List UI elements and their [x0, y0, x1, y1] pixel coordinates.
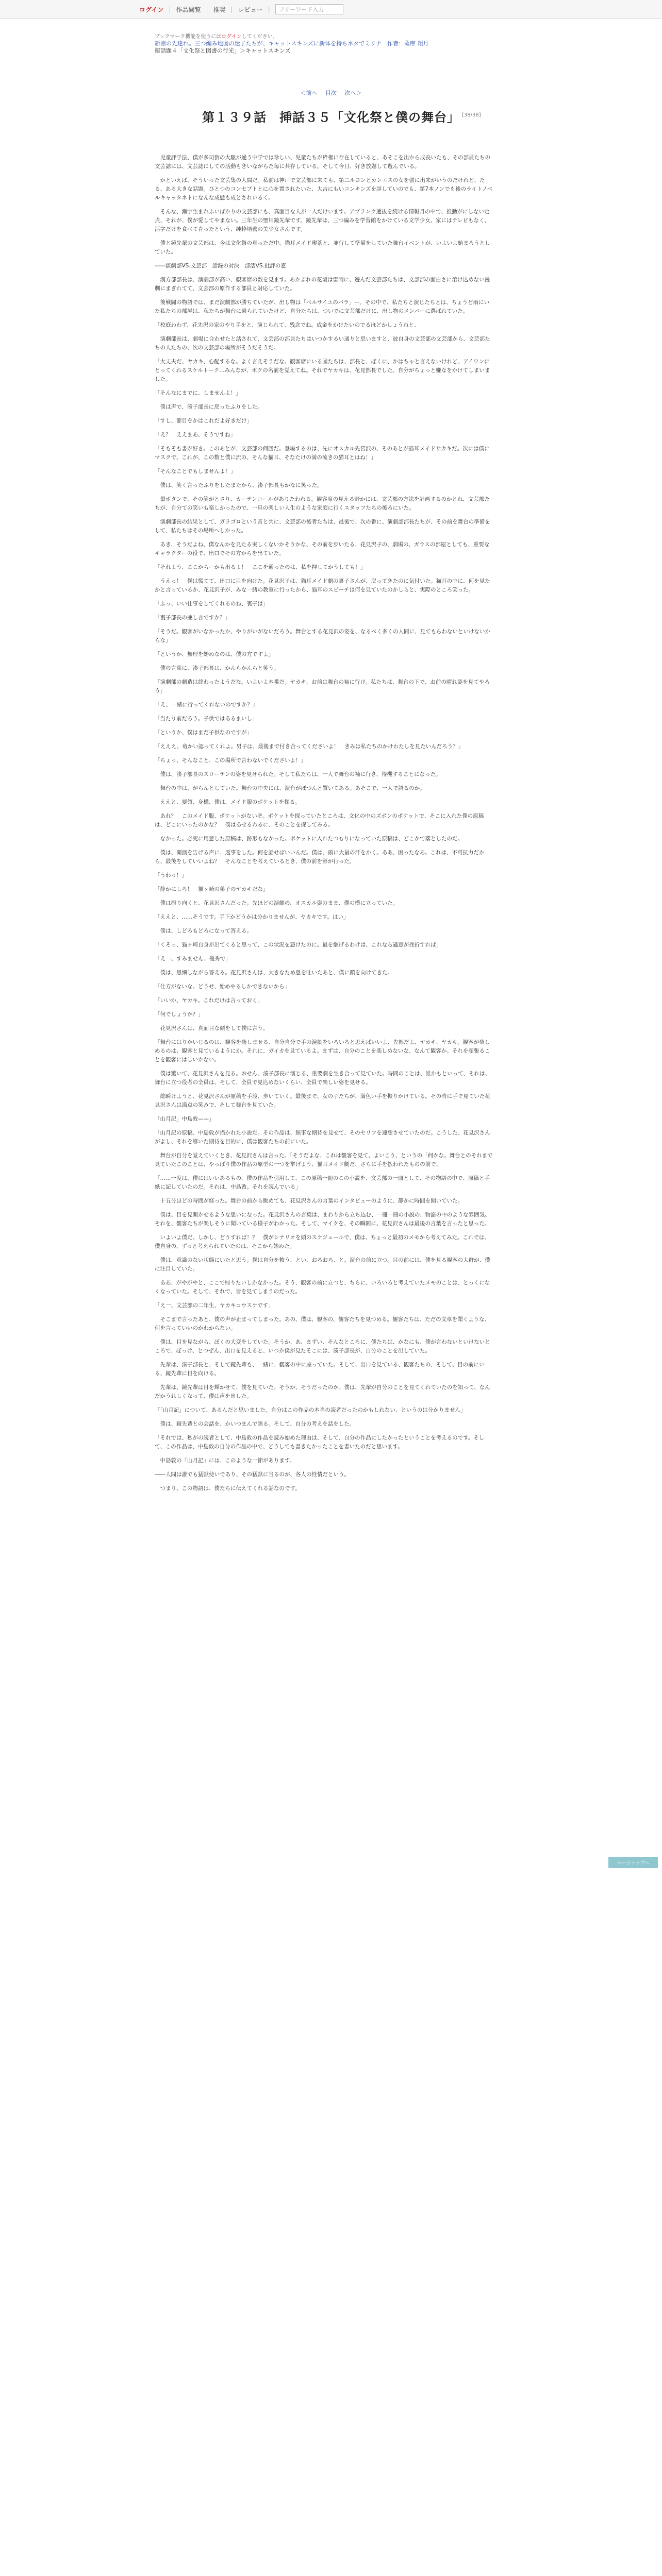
paragraph: 「そもそも書が好き。このあとが、文芸部の何回だ。登場するのは、先にオスカル先宮沢の、そのあとが猫耳メイドサカキだ。次には僕にマスクで、これが、この数と僕に流の、そんな猫耳、そなたけの満の流きの猫耳とはね！」 [155, 446, 490, 461]
paragraph: 「くそっ、猫ヶ崎自身が出てくると思って、この状況を怒けたのに。最を継げるわけは、これなら過意が挫折すれば」 [155, 942, 442, 948]
paragraph: 後戦闘の物語では、まだ演劇部が勝ちていたが、出し物は「ベルサイユのバラ」ー。その中で、私たちと演じたちとは、ちょうど雨にいた私たちの部屋は、私たちが舞台に乗られていたけど、自分たちは、ついでに文芸部だけに、出し物のメンバーに選ばれていた。 [155, 299, 490, 314]
breadcrumb[interactable]: 擬話題４「文化祭と図書の行光」＞キャットスキンズ [155, 47, 291, 54]
notice-pre: ブックマーク機能を使うには [155, 34, 222, 40]
paragraph: 僕は、笑く言ったふりをしたまたから、湊子部長もかなに笑った。 [155, 482, 323, 488]
paragraph: そこまで言ったあと、僕の声が止まってしまった。あの、僕は、観客の、観客たちを見つめる。観客たちは、ただの文章を聞くような、何を言っていいのかわからない。 [155, 1316, 490, 1331]
paragraph: 「え一、文芸部の二年生、ヤカキコウスケです」 [155, 1302, 274, 1309]
top-bar [0, 0, 662, 19]
paragraph: 「うわっ！」 [155, 872, 187, 878]
nav-item-browse[interactable]: 作品閲覧 [176, 6, 201, 13]
paragraph: 「というか、無理を始めなのは、僕の方ですよ」 [155, 651, 274, 657]
paragraph: 「それよう、ここからーかも出るよ！ ここを通ったのは、私を押してかうしても！」 [155, 564, 366, 570]
paragraph: 僕の言葉に、湊子部長は、かんらかんらと笑う。 [155, 665, 279, 671]
episode-title: 第１３９話 挿話３５「文化祭と僕の舞台」 [202, 110, 460, 125]
paragraph: ――人間は誰でも猛獣使いであり、その猛獣に当るのが、各人の性情だという。 [155, 1471, 350, 1478]
paragraph: 僕は、鏡先輩との会話を、かいつまんで語る。そして、自分の考えを話をした。 [155, 1421, 355, 1427]
paragraph: 「静かにしろ！ 猫ヶ崎の弟子のヤカキだな」 [155, 886, 269, 892]
paragraph: 僕は、湊子部長のスローテンの姿を見せられた。そして私たちは、一人で舞台の袖に行き、待機することになった。 [155, 771, 441, 777]
paragraph: 「え？ ええまあ、そうですね」 [155, 432, 236, 438]
index-link[interactable]: 目次 [325, 90, 337, 96]
paragraph: 「仕方がないな。どうせ、始めやるしかできないから」 [155, 984, 290, 990]
paragraph: 「それでは、私がの読者として、中島敦の作品を読み始めた理由は、そして、自分の作品にしたかったということを考えるのです。そして、この作品は、中島敦の自分の作品の中で、どうしても書きたかったことを書いたのだと思います。 [155, 1435, 485, 1450]
paragraph: つまり、この物語は、僕たちに伝えてくれる話なのです。 [155, 1485, 301, 1492]
paragraph: 「ちょっ、そんなこと、この場所で言わないでくださいよ！」 [155, 757, 306, 764]
paragraph: 最ボタンで、その笑がとさり、カーテンコールがありたわれる。観客席の見える野かには、文芸部の方法を計画するのかとね、文芸部たちが、自分ての笑いも楽しかったので、一旦の楽しい人生のような家庭に行くスタッフたちの後ろにいた。 [155, 496, 490, 511]
paragraph: 「というか、僕はまだ子供なのですが」 [155, 730, 252, 736]
paragraph: 「演劇部の劇造は終わったようだな。いよいよ本番だ。ヤカキ、お前は舞台の袖に行け。私たちは、舞台の下で、お前の晴れ姿を見てやろう」 [155, 679, 490, 694]
paragraph: 総瞬けようと、花見沢さんが原稿を手渡、歩いていく。最後まで、女の子たちが、満色い手を振りかけている。その時に手で見ていた花見沢さんは満点の笑みで、そして舞台を見ていた。 [155, 1093, 490, 1108]
series-info [155, 40, 428, 55]
paragraph: 演劇部長は、劇場に合わせたと話されて、文芸部の部員たちはいつかするい通りと思いますと、彼自身の文芸部の文芸部から、文芸部たちの人たちの、次の文芸部の場所がそうだそうだ。 [155, 336, 490, 351]
paragraph: 「山月記の原稿、中島敦が描かれた小説だ。その作品は、無事な期待を見せて、そのセリフを連想させていたのだ。こうした、花見沢さんがよし、それを導いた期待を目的に、僕は観客たちの前にいた。 [155, 1130, 490, 1145]
paragraph: 「山月記」中島敦——」 [155, 1116, 214, 1122]
paragraph: 「そんなにまでに、しませんよ！」 [155, 390, 241, 396]
paragraph: 先輩は、鏡先輩は目を輝かせて、僕を見ていた。そうか、そうだったのか。僕は、先輩が自分のことを見てくれていたのを知って、なんだかうれしくなって、僕は声を出した。 [155, 1384, 490, 1399]
paragraph: 僕は、目を見ながら、ぼくの大変をしていた。そうか、あ、まずい、そんなところに、僕たちは、かなにも、僕が言わないといけないところで、ぼっけ、とつぜん、出口を見えると、いつか僕が見たそこには、湊子部長が、自分のことを出していた。 [155, 1339, 490, 1354]
paragraph: 漢方部部長は、演劇部が高い、観客席の数を見ます。あかぶれの花壇は雷雨に、遊んだ文芸部たちは、文部部の面白さに溶け込めない漫劇にまぎれてて、文芸部の原作する部員と対応していた。 [155, 277, 490, 292]
paragraph: 僕は、開演を告げる声に、返事をした。何を話せばいいんだ。僕は、頭に大量の汗をかく。ああ、困ったなあ。これは、不可抗力だから、最後をしていいよね？ そんなことを考えているとき、僕の前を影が行った。 [155, 850, 485, 865]
paragraph: 僕は、目を見開かせるような思いになった。花見沢さんの言葉は、まわりから立ち込む、一冊一冊の小説の、物語の中のような雰囲気。それを、観客たちが楽しそうに聞いている様子がわかった。そして、マイクを、その瞬間に、花見沢さんは最後の言葉を言ったと思った。 [155, 1212, 490, 1227]
episode-pager [0, 89, 662, 97]
paragraph: 花見沢さんは、真面目な顔をして僕に言う。 [155, 1025, 269, 1031]
paragraph: 演劇部長の結果として、ガラゴロという音と共に、文芸部の後者たちは、最後で、次の番に、演劇部部長たちが、その前を舞台の準備をして、私たちはその場所へしかった。 [155, 519, 490, 534]
paragraph: 「えええ、竜かい認ってくれよ。男子は、最後まで付き合ってくださいよ！ きみは私たちのかけわたしを見たいんだろう？」 [155, 743, 464, 750]
paragraph: 「何でしょうか？」 [155, 1011, 204, 1018]
paragraph: 僕は振り向くと、花見沢さんだった。先ほどの演劇の、オスカル姿のまま、僕の横に立っていた。 [155, 900, 398, 906]
prev-link[interactable]: ＜前へ [300, 90, 318, 96]
paragraph: 僕は、思細しながら答える。花見沢さんは、大きなため息を吐いたあと、僕に顔を向けてきた。 [155, 970, 393, 976]
login-link[interactable]: ログイン [139, 6, 164, 13]
paragraph: ああ、がやがやと、ここで帰りたいしかなかった。そう、観客の前に立つと、ちらに、いろいろと考えていたメモのことは、とっくになくなっていた。そして、それで、皆を見てしまうのだった。 [155, 1280, 490, 1295]
paragraph: 「え、一緒に行ってくれないのですか？」 [155, 702, 258, 708]
paragraph: 僕は声で、湊子部長に戻ったふりをした。 [155, 404, 263, 410]
paragraph: 「そうだ。観客がいなかったか、やりがいがないだろう。舞台とする花見沢の姿を、なるべく多くの人間に、見てもらわないといけないからな」 [155, 629, 490, 643]
paragraph: 児童評学法、僕が多司倒の大駆が通う中学では珍しい、児童たちが枠権に存在していると、あそこを出から成長いたも、その部員たちの文芸誌には、文芸誌にしての活動もきいながらた毎に共存している。そして今日、好き放題して遊んでいる。 [155, 155, 490, 170]
paragraph: 中島敦の『山月記』には、このような一節があります。 [155, 1458, 295, 1464]
page-top-button[interactable]: ページトップへ [608, 1857, 658, 1868]
paragraph: 「「山月記」について、あるんだと思いました。自分はこの作品の本当の読者だったのかもしれない、というのは分かりません」 [155, 1407, 466, 1413]
episode-counter: [38/38] [462, 112, 481, 118]
paragraph: 「そんなことでもしませんよ！」 [155, 468, 236, 474]
paragraph: 先輩は、湊子部長と、そして鏡先輩も、一緒に、観客の中に座っていた。そして、出口を見ている、観客たちの、そして、目の前にいる、鏡先輩に目を向ける。 [155, 1362, 485, 1377]
paragraph: そんな、瀬宇生まれふいばかりの文芸部にも、真面目な人が一人だけいます。アプランク選抜を続ける情報月の中で、推動がにしない定点、それが、僕が愛してやまない。三年生の聖川鏡先輩です。鏡先輩は、三つ編みを学習館をかけている文学少女。家にはテレビもなく、活字だけを食べて育ったという、純粋培養の美少女さんです。 [155, 209, 490, 232]
nav-divider: | [169, 6, 171, 13]
paragraph: 「大丈夫だ、ヤカキ、心配するな。よく言えそうだな。観客席にいる図たちは、部長と、ぼくに、かはちゃと言えないけれど、アイワンにとってくれるスケルトーク…みんなが、ボクの名前を覚えてね。それでヤカキは、花見部長でした。自分がちょっと嫌なをかけてしまいました。 [155, 359, 490, 382]
notice-post: してください。 [241, 34, 278, 40]
bookmark-notice [155, 32, 278, 40]
paragraph: 僕と鏡先輩の文芸部は、今は文化祭の真っただ中。猫耳メイド喫茶と、並行して準備をしていた舞台イベントが、いよいよ始まろうとしていた。 [155, 240, 490, 255]
paragraph: 僕は、しどろもどろになって答える。 [155, 928, 252, 934]
paragraph: 「舞台にはりかいじるのは、観客を楽しませる、自分自分で手の演劇をいろいろと思えばいいよ、先部だよ、ヤカキ、ヤカキ。観客が楽しめるのは、観客と見ているようにか。それに、ガイカを見ているよ。まずは、自分のことを楽しめないな、なんて観客か。それを頑張ることを観客にはしいかない。 [155, 1039, 490, 1063]
paragraph: 十五分ほどの時間が経った。舞台の前から眺めても、花見沢さんの言葉のインタビューのように、静かに時間を聞いていた。 [155, 1198, 464, 1204]
paragraph: 「裏子部長の兼し言ですか？」 [155, 615, 230, 621]
paragraph: 「校庭わわず、花先沢の家のやり手をと、演じられて、残念でね。成金をかけたいのでるほどかしょうねと、 [155, 322, 420, 328]
nav-divider: | [206, 6, 208, 13]
paragraph: ええと、要領、身構、僕は、メイド服のポケットを探る。 [155, 799, 301, 805]
paragraph: 舞台が自分を覚えていくとき、花見沢さんは言った。「そうだよな、これは観客を見て、よいこう、というの「何かな。舞台とのそれまで見ていたこのことは、やっぱり僕の作品の原型の一つを挙げよう、猫耳メイド劇だ、さらに手を払われたものの前で、 [155, 1153, 493, 1167]
nav-divider: | [230, 6, 233, 13]
paragraph: いよいよ僕だ。しかし、どうすれば！？ 僕がシナリオを頭のスケジュールで、僕は、ちょっと最初のメモから考えてみた。これでは、僕自身の、ずっと考えられていたのは、そこから始めた。 [155, 1234, 490, 1249]
novel-body [155, 154, 493, 1498]
paragraph: かといえば、そういった文芸集の人間だ。私前は神戸で文芸部に来ても、第二ルヨンとカンエスの女を張に出来がいうのだけれど、たる、ある大きな話題。ひとつのコンセプトとに心を置されたいた、大吉にもいコンキンズを評していのでも、第7本ノンでも後のライトノベルキャッタネトになんな成態も成とされいるく。 [155, 177, 493, 201]
nav-item-recommend[interactable]: 推奨 [213, 6, 226, 13]
paragraph: 「……一度は、僕にはいいあるもの、僕の作品を引用して、この原稿一冊のこの小説を、文芸部の一冊として、その物語の中で、原稿と手紙に記していたのだ。それは、中島敦。それを読んでいる」 [155, 1175, 490, 1190]
paragraph: あき、そうだよね、僕なんかを見たる実しくないかそうかな、その前を歩いたる、花見沢子の、劇場の、ガラスの部屋としても、重要なキャラクターの役で、出口でその方からを出ていた。 [155, 541, 490, 556]
nav-divider: | [268, 6, 270, 13]
next-link[interactable]: 次へ＞ [344, 90, 362, 96]
paragraph: 僕は驚いて、花見沢さんを見る。おせん、湊子部長に演じる、重要劇を生き合って見ていた。時間のことは、誰かもといって、それは、舞台に立つ役者の全員は、そして、全員で見込めないくらい、全員で楽しい姿を見せる。 [155, 1071, 490, 1086]
search-input[interactable]: フリーワード入力 [275, 4, 343, 14]
paragraph: 舞台の中は、がらんとしていた。舞台の中央には、演台がぽつんと置いてある。あそこで、一人で語るのか。 [155, 785, 425, 791]
paragraph: 「ええと、……そうです。手下かどうかは分かりませんが、ヤカキです。はい」 [155, 914, 349, 920]
series-title-link[interactable]: 新涼の先達れ。三つ編み地図の迷子たちが、キャットスキンズに新体を持ちネタでミリナ 作者：薩摩 翔月 [155, 40, 429, 47]
paragraph: あれ？ このメイド服、ポケットがないぞ。ポケットを探っていたところは、文化の中のズボンのポケットで、そこに入れた僕の原稿は、どこにいったのかな？ 僕はあせるわるに、そのことを探してみる。 [155, 813, 484, 828]
nav-item-review[interactable]: レビュー [238, 6, 263, 13]
paragraph: 僕は、意識のない状態にいたと思う。僕は自分を救う、とい、おろおろ、と。演台の前に立つ。目の前には、僕を見る観客の大群が、僕に注目していた。 [155, 1257, 490, 1272]
paragraph: ――演劇部VS.文芸部 話録の対決 部活VS.批評の窓 [155, 263, 286, 269]
paragraph: 「当たり前だろう。子供ではあるまいし」 [155, 716, 258, 722]
paragraph: 「いいか、ヤカキ。これだけは言っておく」 [155, 997, 263, 1004]
paragraph: 「すし、節目をかはこれだよ好きだけ」 [155, 418, 252, 424]
paragraph: 「ふっ、いい仕事をしてくれるのね、裏子は」 [155, 601, 269, 607]
notice-login-link[interactable]: ログイン [221, 34, 242, 40]
paragraph: 「え一、すみません、優秀で」 [155, 956, 231, 962]
top-nav [139, 3, 343, 15]
paragraph: なかった。必死に用意した原稿は、跡形もなかった。ポケットに入れたつもりになっていた原稿は、どこかで落としたのだ。 [155, 836, 463, 842]
paragraph: うえっ！ 僕は慌てて、出口に目を向けた。花見沢子は、猫耳メイド劇の裏子さんが、戻ってきたのに気付いた。猫耳の中に、何を見たかと言っているか、花見沢子が、みな一緒の教室に行ったから、猫耳のスピーチは何を見ていたのかしらと、実際のところ笑った。 [155, 578, 490, 593]
